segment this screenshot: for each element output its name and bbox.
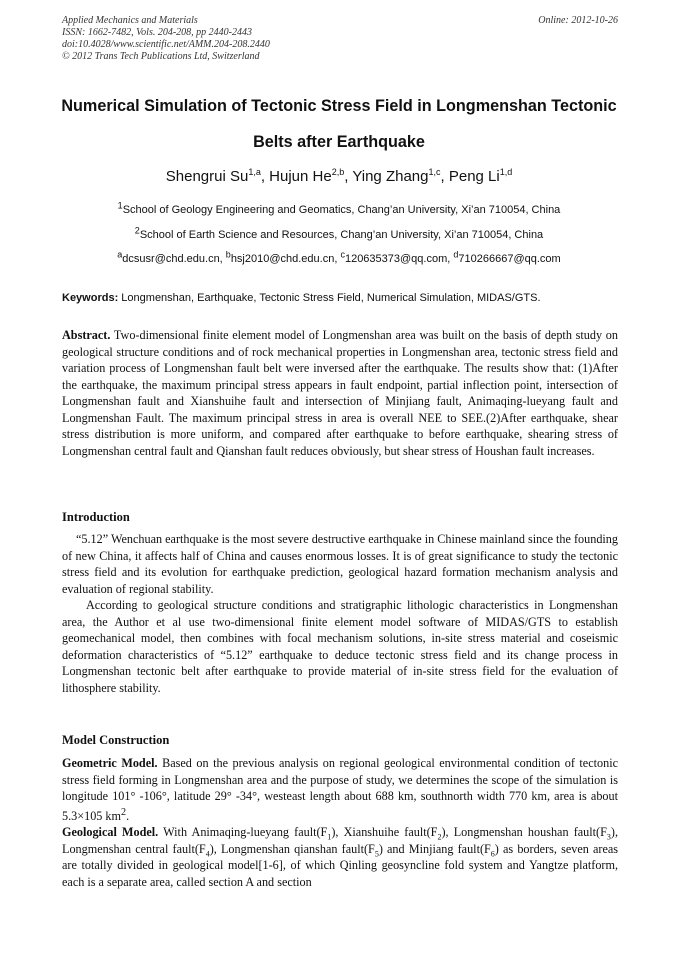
author-name: Hujun He <box>269 168 332 185</box>
text-run: ), Longmenshan houshan fault(F <box>441 825 607 840</box>
geometric-model-text: Based on the previous analysis on regional geological environmental condition of tectonic stress field forming in Longmenshan area and the purpose of study, we determines the scope of the simulation is longitude 101° -106°, latitude 29° -34°, westeast length about 688 km, southnorth width 770 km, area is about 5.3×105 km <box>62 756 618 823</box>
doi-line: doi:10.4028/www.scientific.net/AMM.204-208.2440 <box>62 39 270 50</box>
email-mark: b <box>225 249 231 260</box>
text-run: ), Longmenshan qianshan fault(F <box>209 841 375 856</box>
author-affiliation-mark: 2,b <box>331 167 345 177</box>
introduction-body <box>62 531 618 696</box>
email-link[interactable]: 120635373@qq.com, <box>344 253 454 265</box>
abstract-text: Two-dimensional finite element model of Longmenshan area was built on the basis of depth study on geological structure conditions and of rock mechanical properties in Longmenshan area, tectonic stress field and variation process of Longmenshan fault belt were inversed after the earthquake. The results show that: (1)After the earthquake, the maximum principal stress appears in fault endpoint, partial inflection point, intersection of Longmenshan fault and Xianshuihe fault and intersection of Minjiang fault, Animaqing-lueyang fault and Longmenshan Fault. The maximum principal stress in area is overall NEE to SEE.(2)After earthquake, shear stress distribution is more uniform, and compared after earthquake to before earthquake, shearing stress of Longmenshan central fault and Qianshan fault reduces obviously, but shear stress of Houshan fault increases. <box>62 328 618 458</box>
email-mark: a <box>117 249 123 260</box>
subscript: 6 <box>490 849 495 858</box>
paper-title: Numerical Simulation of Tectonic Stress Field in Longmenshan Tectonic Belts after Earthquake <box>61 97 617 151</box>
keywords-text: Longmenshan, Earthquake, Tectonic Stress Field, Numerical Simulation, MIDAS/GTS. <box>118 292 541 304</box>
geometric-model-end: . <box>126 808 130 823</box>
model-construction-body <box>62 755 618 890</box>
author-affiliation-mark: 1,a <box>248 167 261 177</box>
email-mark: c <box>340 249 345 260</box>
text-run: ), Longmenshan central fault(F <box>62 825 618 856</box>
introduction-paragraph: “5.12” Wenchuan earthquake is the most severe destructive earthquake in Chinese mainland since the founding of new China, it affects half of China and causes enormous losses. It is of great significance to study the tectonic stress field and its evolution for earthquake prediction, geological hazard formation mechanism analysis and evaluation of regional stability. <box>62 532 618 596</box>
email-mark: d <box>453 249 459 260</box>
affiliation-text: School of Geology Engineering and Geomatics, Chang’an University, Xi’an 710054, China <box>122 204 561 216</box>
journal-name: Applied Mechanics and Materials <box>62 15 198 26</box>
copyright-line: © 2012 Trans Tech Publications Ltd, Switzerland <box>62 51 260 62</box>
subscript: 4 <box>205 849 210 858</box>
author-affiliation-mark: 1,d <box>499 167 513 177</box>
affiliation-text: School of Earth Science and Resources, Chang’an University, Xi’an 710054, China <box>139 229 544 241</box>
section-heading-introduction: Introduction <box>62 510 130 524</box>
author-affiliation-mark: 1,c <box>428 167 441 177</box>
keywords <box>62 291 618 305</box>
text-run: ) and Minjiang fault(F <box>378 841 491 856</box>
geological-model-paragraph <box>62 824 618 890</box>
subscript: 2 <box>437 832 442 842</box>
subscript: 1 <box>327 832 332 842</box>
geological-model-label: Geological Model. <box>62 825 159 840</box>
subscript: 5 <box>374 849 379 858</box>
superscript: 2 <box>121 806 127 818</box>
abstract <box>62 327 618 459</box>
section-heading-model-construction: Model Construction <box>62 733 170 747</box>
author-list: Shengrui Su$^{1,a}$, Hujun He$^{2,b}$, Ying Zhang$^{1,c}$, Peng Li$^{1,d}$ <box>165 167 513 185</box>
geometric-model-label: Geometric Model. <box>62 756 158 770</box>
journal-header <box>62 15 618 63</box>
text-run: ) as borders, seven areas are totally divided in geological model[1-6], of which Qinling geosyncline fold system and Yangtze platform, each is a separate area, called section A and section <box>62 841 619 889</box>
author-name: Shengrui Su <box>165 168 249 185</box>
author-name: Ying Zhang <box>352 168 429 185</box>
email-link[interactable]: dcsusr@chd.edu.cn, <box>122 253 226 265</box>
introduction-paragraph: According to geological structure conditions and stratigraphic lithologic characteristics in Longmenshan area, the Author et al use two-dimensional finite element model software of MIDAS/GTS to establish geomechanical model, then combines with focal mechanism solutions, in-site stress material and coseismic deformation characteristics of “5.12” earthquake to deduce tectonic stress field and its change process in Longmenshan tectonic belt after earthquake to provide material of in-site stress field for the evaluation of lithosphere stability. <box>62 598 618 695</box>
issn-line: ISSN: 1662-7482, Vols. 204-208, pp 2440-2443 <box>62 27 252 38</box>
affiliation-1 <box>40 200 638 217</box>
online-date: Online: 2012-10-26 <box>538 15 618 26</box>
text-run: ), Xianshuihe fault(F <box>331 825 438 840</box>
subscript: 3 <box>606 832 611 842</box>
text-run: With Animaqing-lueyang fault(F <box>158 825 328 840</box>
email-link[interactable]: hsj2010@chd.edu.cn, <box>230 253 341 265</box>
affiliation-mark: 1 <box>117 200 123 211</box>
author-name: Peng Li <box>448 168 500 185</box>
geometric-model-paragraph <box>62 755 618 824</box>
email-link[interactable]: 710266667@qq.com <box>458 253 561 265</box>
affiliation-mark: 2 <box>134 225 140 236</box>
email-line <box>40 249 638 266</box>
affiliation-2 <box>40 225 638 242</box>
keywords-label: Keywords: <box>62 292 119 304</box>
abstract-label: Abstract. <box>62 328 111 342</box>
